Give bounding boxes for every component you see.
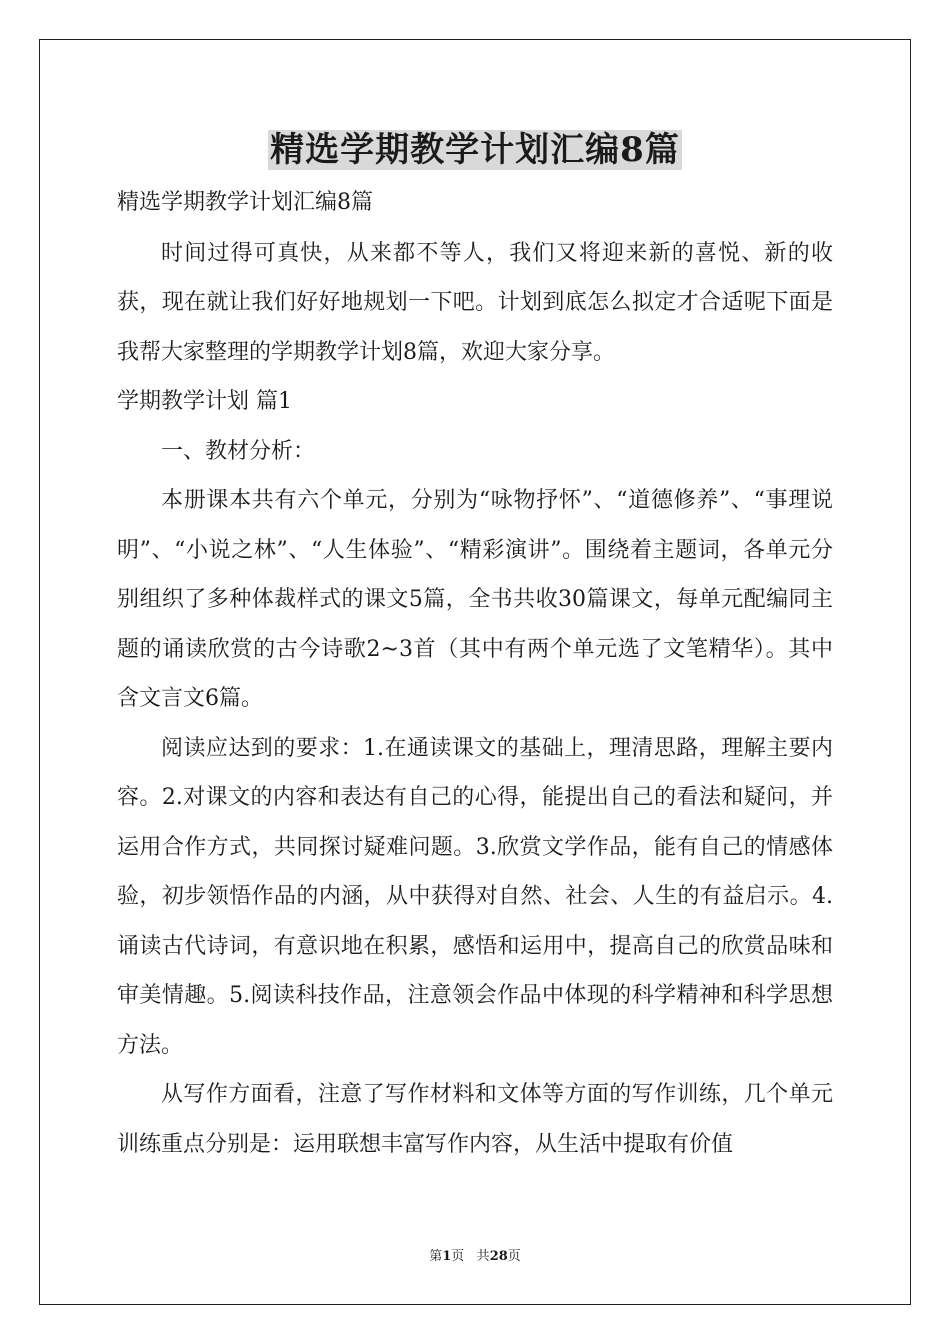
document-body [117, 178, 833, 1169]
writing-paragraph: 从写作方面看，注意了写作材料和文体等方面的写作训练，几个单元训练重点分别是：运用联想丰富写作内容，从生活中提取有价值 [117, 1082, 833, 1157]
page-footer [0, 1248, 950, 1266]
footer-page-suffix: 页 [451, 1249, 465, 1264]
footer-prefix: 第 [429, 1249, 443, 1264]
textbook-analysis-paragraph: 本册课本共有六个单元，分别为“咏物抒怀”、“道德修养”、“事理说明”、“小说之林”、“人生体验”、“精彩演讲”。围绕着主题词，各单元分别组织了多种体裁样式的课文5篇，全书共收30篇课文，每单元配编同主题的诵读欣赏的古今诗歌2~3首（其中有两个单元选了文笔精华）。其中含文言文6篇。 [117, 488, 833, 711]
intro-paragraph: 时间过得可真快，从来都不等人，我们又将迎来新的喜悦、新的收获，现在就让我们好好地规划一下吧。计划到底怎么拟定才合适呢下面是我帮大家整理的学期教学计划8篇，欢迎大家分享。 [117, 240, 833, 365]
current-page-number: 1 [442, 1249, 452, 1264]
footer-total-prefix: 共 [476, 1249, 490, 1264]
document-subtitle: 精选学期教学计划汇编8篇 [117, 190, 373, 215]
total-pages-number: 28 [489, 1249, 508, 1264]
subsection-heading: 一、教材分析： [161, 438, 316, 464]
document-title [0, 128, 950, 172]
section-heading: 学期教学计划 篇1 [117, 389, 292, 414]
document-title-text: 精选学期教学计划汇编8篇 [270, 130, 680, 170]
footer-total-suffix: 页 [507, 1249, 521, 1264]
reading-requirements-paragraph: 阅读应达到的要求：1.在通读课文的基础上，理清思路，理解主要内容。2.对课文的内容和表达有自己的心得，能提出自己的看法和疑问，并运用合作方式，共同探讨疑难问题。3.欣赏文学作品，能有自己的情感体验，初步领悟作品的内涵，从中获得对自然、社会、人生的有益启示。4.诵读古代诗词，有意识地在积累，感悟和运用中，提高自己的欣赏品味和审美情趣。5.阅读科技作品，注意领会作品中体现的科学精神和科学思想方法。 [117, 735, 833, 1058]
